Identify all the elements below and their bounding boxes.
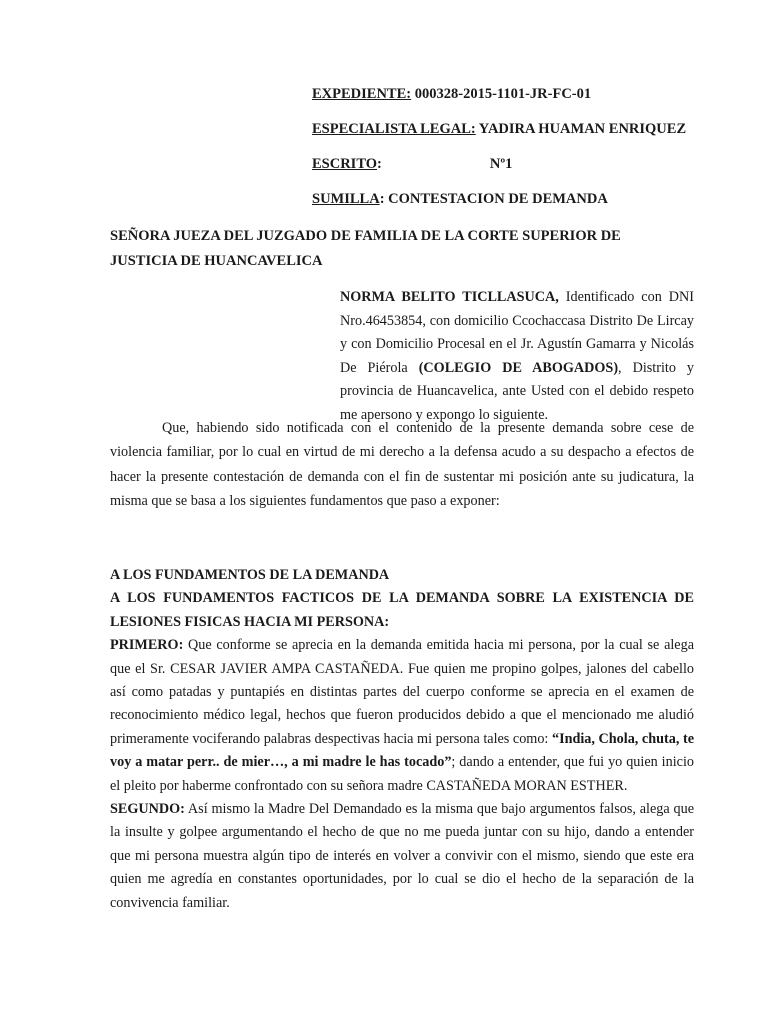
party-name: NORMA BELITO TICLLASUCA, — [340, 289, 559, 305]
primero-label: PRIMERO: — [110, 637, 184, 654]
party-text-1: Identificado con DNI Nro.46453854, con domicilio Ccochaccasa Distrito De Lircay y con Domicilio Procesal en el Jr. Agustín Gamarra y Nicolás De Piérola — [340, 289, 694, 376]
escrito-colon: : — [377, 156, 382, 172]
party-identification — [340, 286, 694, 428]
primero-text-1: Que conforme se aprecia en la demanda emitida hacia mi persona, por la cual se alega que el Sr. CESAR JAVIER AMPA CASTAÑEDA. Fue quien me propino golpes, jalones del cabello así como patadas y puntapiés en distintas partes del cuerpo conforme se aprecia en el examen de reconocimiento médico legal, hechos que fueron producidos debido a que el mencionado me aludió primeramente vociferando palabras despectivas hacia mi persona tales como: — [110, 637, 694, 747]
escrito-label: ESCRITO — [312, 156, 378, 172]
expediente-label: EXPEDIENTE: — [312, 86, 412, 102]
especialista-label: ESPECIALISTA LEGAL: — [312, 121, 476, 137]
primero-paragraph — [110, 634, 694, 798]
especialista-value: YADIRA HUAMAN ENRIQUEZ — [475, 121, 687, 137]
primero-text-2: ; dando a entender, que fui yo quien inicio el pleito por haberme confrontado con su señora madre CASTAÑEDA MORAN ESTHER. — [110, 754, 694, 794]
sumilla-label: SUMILLA — [312, 191, 380, 207]
sumilla-line — [312, 189, 732, 224]
escrito-value: Nº1 — [489, 156, 513, 172]
expediente-line — [312, 84, 732, 119]
sumilla-value: : CONTESTACION DE DEMANDA — [379, 191, 608, 207]
heading-fundamentos: A LOS FUNDAMENTOS DE LA DEMANDA — [110, 567, 390, 583]
party-colegio: (COLEGIO DE ABOGADOS) — [418, 359, 619, 376]
intro-section — [110, 416, 694, 514]
segundo-paragraph — [110, 798, 694, 915]
segundo-label: SEGUNDO: — [110, 801, 185, 818]
escrito-line — [312, 154, 732, 189]
primero-quote: “India, Chola, chuta, te voy a matar perr.. de mier…, a mi madre le has tocado” — [110, 730, 694, 771]
heading-fundamentos-facticos: A LOS FUNDAMENTOS FACTICOS DE LA DEMANDA SOBRE LA EXISTENCIA DE LESIONES FISICAS HACIA MI PERSONA: — [110, 590, 694, 630]
especialista-line — [312, 119, 732, 154]
party-text-2: , Distrito y provincia de Huancavelica, ante Usted con el debido respeto me apersono y expongo lo siguiente. — [340, 359, 695, 423]
intro-paragraph: Que, habiendo sido notificada con el contenido de la presente demanda sobre cese de violencia familiar, por lo cual en virtud de mi derecho a la defensa acudo a su despacho a efectos de hacer la presente contestación de demanda con el fin de sustentar mi posición ante su judicatura, la misma que se basa a los siguientes fundamentos que paso a exponer: — [110, 420, 694, 510]
fundamentos-section — [110, 564, 694, 915]
addressee: SEÑORA JUEZA DEL JUZGADO DE FAMILIA DE LA CORTE SUPERIOR DE JUSTICIA DE HUANCAVELICA — [110, 228, 621, 269]
case-header — [312, 84, 732, 224]
segundo-text: Así mismo la Madre Del Demandado es la misma que bajo argumentos falsos, alega que la insulte y golpee argumentando el hecho de que no me pueda juntar con su hijo, dando a entender que mi persona muestra algún tipo de interés en volver a convivir con el mismo, siendo que este era quien me agredía en constantes oportunidades, por lo cual se dio el hecho de la separación de la convivencia familiar. — [110, 801, 694, 911]
expediente-value: 000328-2015-1101-JR-FC-01 — [411, 86, 592, 102]
